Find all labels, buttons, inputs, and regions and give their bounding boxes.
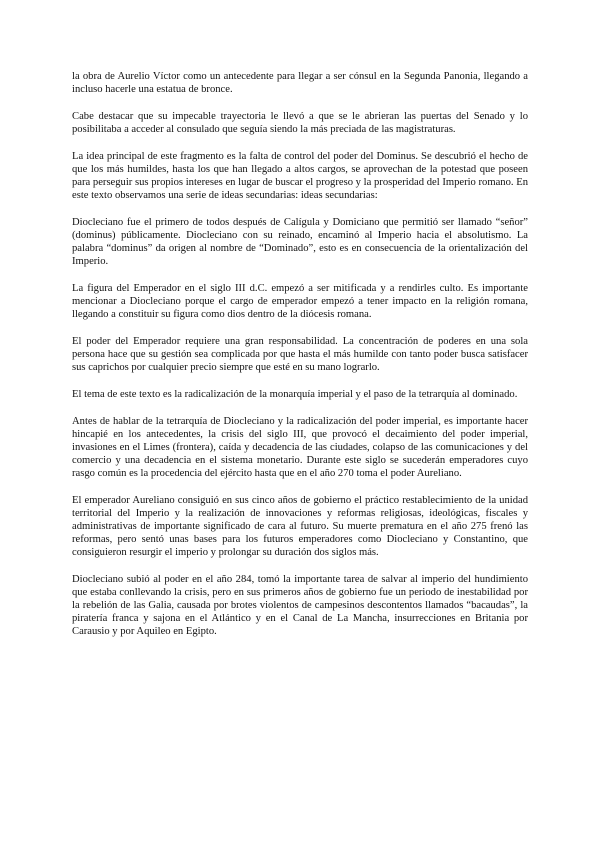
paragraph-10: Diocleciano subió al poder en el año 284, tomó la importante tarea de salvar al imperio del hundimiento que estaba conllevando la crisis, pero en sus primeros años de gobierno fue un periodo de inestabilidad por la rebelión de las Galia, causada por brotes violentos de campesinos descontentos llamados “bacaudas”, la piratería franca y sajona en el Atlántico y en el Canal de La Mancha, insurrecciones en Britania por Carausio y por Aquileo en Egipto. [72, 573, 528, 638]
paragraph-9: El emperador Aureliano consiguió en sus cinco años de gobierno el práctico restablecimiento de la unidad territorial del Imperio y la realización de innovaciones y reformas religiosas, ideológicas, fiscales y administrativas de importante significado de cara al futuro. Su muerte prematura en el año 275 frenó las reformas, pero sentó unas bases para los futuros emperadores como Diocleciano y Constantino, que consiguieron resurgir el imperio y prolongar su duración dos siglos más. [72, 494, 528, 559]
document-body [72, 70, 528, 652]
paragraph-1: la obra de Aurelio Víctor como un antecedente para llegar a ser cónsul en la Segunda Panonia, llegando a incluso hacerle una estatua de bronce. [72, 71, 528, 96]
paragraph-4: Diocleciano fue el primero de todos después de Calígula y Domiciano que permitió ser llamado “señor” (dominus) públicamente. Diocleciano con su reinado, encaminó al Imperio hacia el absolutismo. La palabra “dominus” da origen al nombre de “Dominado”, esto es en consecuencia de la orientalización del Imperio. [72, 216, 528, 268]
paragraph-5: La figura del Emperador en el siglo III d.C. empezó a ser mitificada y a rendirles culto. Es importante mencionar a Diocleciano porque el cargo de emperador empezó a tener impacto en la religión romana, llegando a constituir su figura como dios dentro de la diócesis romana. [72, 282, 528, 321]
paragraph-8: Antes de hablar de la tetrarquía de Diocleciano y la radicalización del poder imperial, es importante hacer hincapié en los antecedentes, la crisis del siglo III, que provocó el decaimiento del poder imperial, invasiones en el Limes (frontera), caída y decadencia de las ciudades, colapso de las comunicaciones y del comercio y una decadencia en el sistema monetario. Durante este siglo se sucederán emperadores cuyo rasgo común es la procedencia del ejército hasta que en el año 270 toma el poder Aureliano. [72, 415, 528, 479]
paragraph-7: El tema de este texto es la radicalización de la monarquía imperial y el paso de la tetrarquía al dominado. [72, 388, 518, 400]
paragraph-3: La idea principal de este fragmento es la falta de control del poder del Dominus. Se descubrió el hecho de que los más humildes, hasta los que han llegado a altos cargos, se aprovechan de la potestad que poseen para perseguir sus propios intereses en lugar de buscar el progreso y la prosperidad del Imperio romano. En este texto observamos una serie de ideas secundarias: ideas secundarias: [72, 150, 528, 202]
paragraph-6: El poder del Emperador requiere una gran responsabilidad. La concentración de poderes en una sola persona hace que su gestión sea complicada por que hasta el más humilde con tanto poder busca satisfacer sus caprichos por cualquier precio siempre que esté en su mano lograrlo. [72, 335, 528, 374]
paragraph-2: Cabe destacar que su impecable trayectoria le llevó a que se le abrieran las puertas del Senado y lo posibilitaba a acceder al consulado que seguía siendo la más preciada de las magistraturas. [72, 110, 528, 135]
